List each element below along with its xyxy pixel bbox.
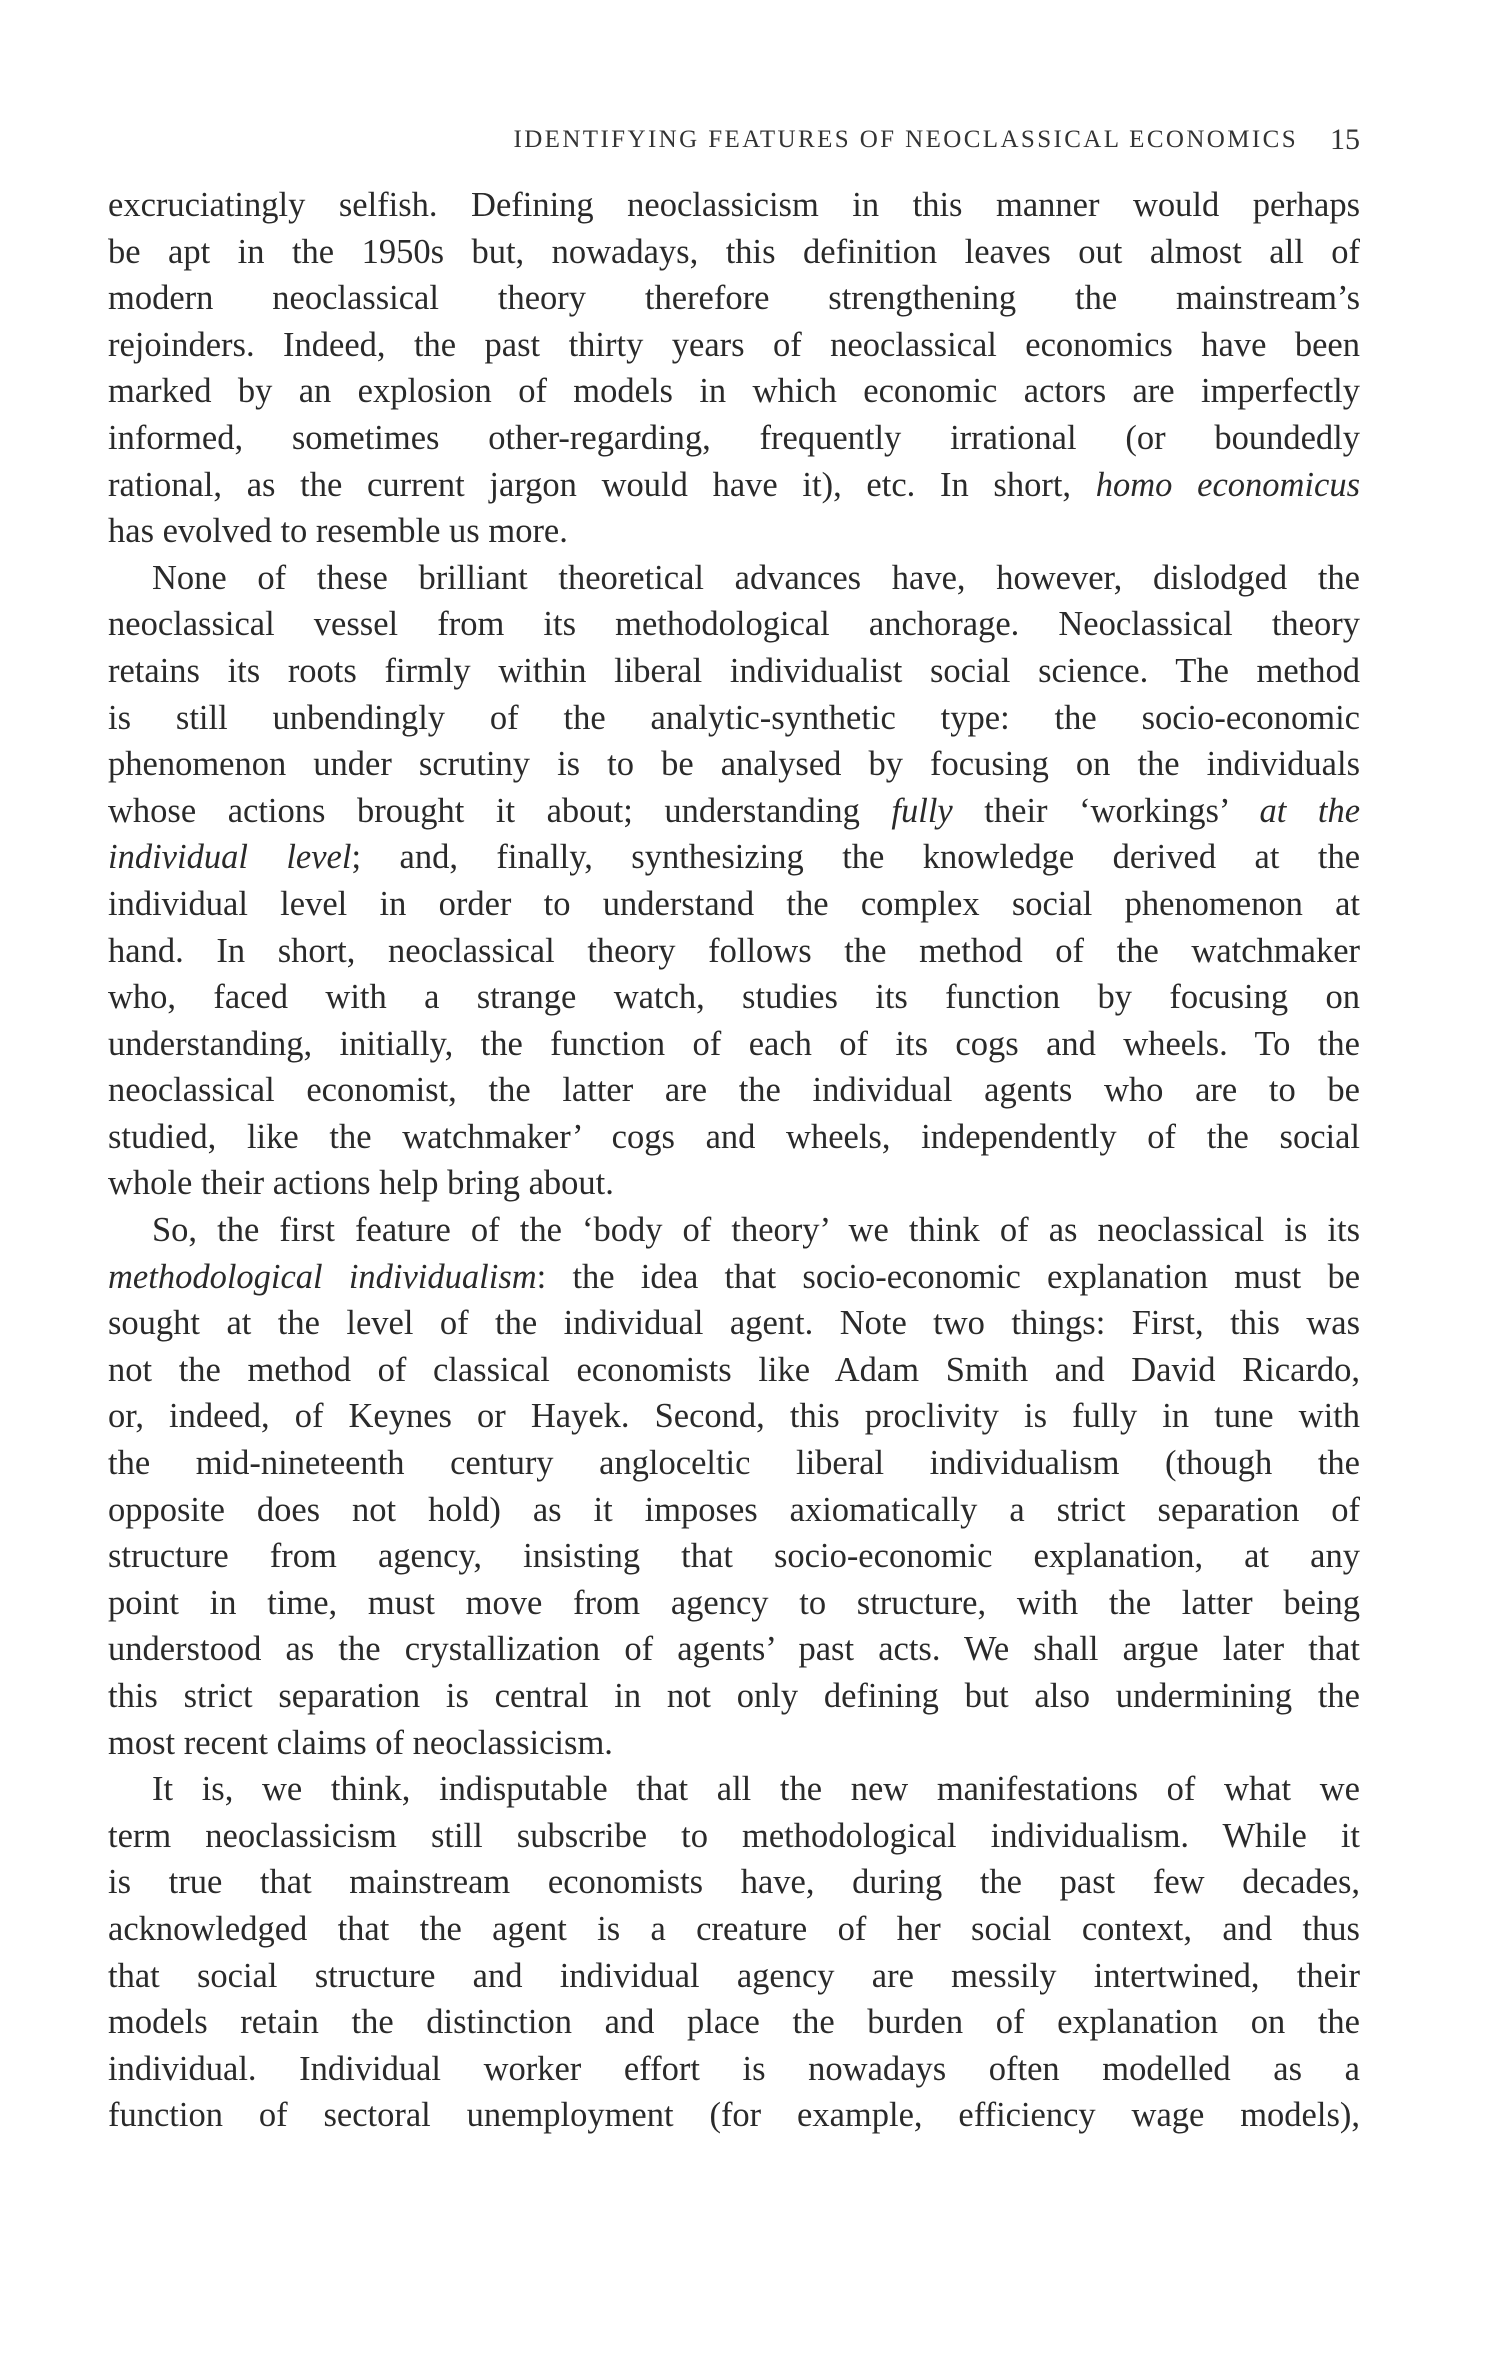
italic-term: fully (891, 791, 953, 830)
italic-term: at the (1259, 791, 1361, 830)
text-line: individual. Individual worker effort is nowadays often modelled as a (108, 2049, 1360, 2088)
text-line: point in time, must move from agency to structure, with the latter being (108, 1583, 1360, 1622)
text-line: individual level in order to understand the complex social phenomenon at (108, 884, 1360, 923)
text-line: rejoinders. Indeed, the past thirty years of neoclassical economics have been (108, 325, 1360, 364)
text-line: excruciatingly selfish. Defining neoclassicism in this manner would perhaps (108, 186, 1360, 224)
text-line: understanding, initially, the function of each of its cogs and wheels. To the (108, 1024, 1360, 1063)
text-line: the mid-nineteenth century angloceltic liberal individualism (though the (108, 1444, 1360, 1483)
text-line: has evolved to resemble us more. (108, 512, 568, 551)
text-line: studied, like the watchmaker’ cogs and wheels, independently of the social (108, 1117, 1360, 1156)
body-text (108, 182, 1360, 2139)
text-line: structure from agency, insisting that socio-economic explanation, at any (108, 1537, 1360, 1576)
italic-term: homo economicus (1095, 465, 1361, 504)
text-line: term neoclassicism still subscribe to methodological individualism. While it (108, 1816, 1360, 1855)
text-line: neoclassical vessel from its methodological anchorage. Neoclassical theory (108, 605, 1360, 644)
text-line: that social structure and individual agency are messily intertwined, their (108, 1956, 1360, 1995)
text-line: marked by an explosion of models in which economic actors are imperfectly (108, 372, 1360, 411)
text-line: function of sectoral unemployment (for example, efficiency wage models), (108, 2096, 1360, 2135)
text-line: who, faced with a strange watch, studies its function by focusing on (108, 978, 1360, 1017)
text-line: So, the first feature of the ‘body of theory’ we think of as neoclassical is its (152, 1211, 1360, 1250)
text-line: this strict separation is central in not only defining but also undermining the (108, 1677, 1360, 1715)
text-segment: : the idea that socio-economic explanation must be (536, 1257, 1361, 1296)
text-segment: their ‘workings’ (984, 791, 1228, 830)
text-line: phenomenon under scrutiny is to be analysed by focusing on the individuals (108, 745, 1360, 784)
text-line (108, 462, 1360, 509)
text-line: neoclassical economist, the latter are the individual agents who are to be (108, 1071, 1360, 1110)
text-line: It is, we think, indisputable that all the new manifestations of what we (152, 1770, 1360, 1809)
text-line: retains its roots firmly within liberal individualist social science. The method (108, 651, 1360, 690)
text-line: sought at the level of the individual agent. Note two things: First, this was (108, 1304, 1360, 1343)
text-line: is true that mainstream economists have, during the past few decades, (108, 1863, 1360, 1902)
text-line: or, indeed, of Keynes or Hayek. Second, this proclivity is fully in tune with (108, 1397, 1360, 1436)
text-line (108, 834, 1360, 881)
text-line (108, 788, 1360, 835)
text-line: hand. In short, neoclassical theory follows the method of the watchmaker (108, 931, 1360, 970)
italic-term: individual level (108, 838, 352, 877)
text-line: be apt in the 1950s but, nowadays, this definition leaves out almost all of (108, 232, 1360, 271)
text-segment: ; and, finally, synthesizing the knowledge derived at the (351, 838, 1361, 877)
text-line: modern neoclassical theory therefore strengthening the mainstream’s (108, 279, 1360, 318)
text-line: is still unbendingly of the analytic-synthetic type: the socio-economic (108, 698, 1360, 737)
page-number: 15 (1330, 123, 1360, 156)
text-segment: whose actions brought it about; understanding (108, 791, 860, 830)
text-line: most recent claims of neoclassicism. (108, 1723, 613, 1762)
text-segment: rational, as the current jargon would have it), etc. In short, (108, 465, 1072, 504)
text-line (108, 1254, 1360, 1301)
text-line: opposite does not hold) as it imposes axiomatically a strict separation of (108, 1490, 1360, 1529)
running-head (108, 120, 1360, 160)
text-line: models retain the distinction and place the burden of explanation on the (108, 2003, 1360, 2042)
text-line: acknowledged that the agent is a creature of her social context, and thus (108, 1909, 1360, 1948)
italic-term: methodological individualism (108, 1257, 537, 1296)
text-line: understood as the crystallization of agents’ past acts. We shall argue later that (108, 1630, 1360, 1669)
text-line: whole their actions help bring about. (108, 1164, 614, 1203)
text-line: informed, sometimes other-regarding, frequently irrational (or boundedly (108, 418, 1360, 457)
text-line: not the method of classical economists like Adam Smith and David Ricardo, (108, 1350, 1360, 1389)
text-line: None of these brilliant theoretical advances have, however, dislodged the (152, 558, 1360, 597)
running-head-title: IDENTIFYING FEATURES OF NEOCLASSICAL ECONOMICS (513, 126, 1298, 153)
